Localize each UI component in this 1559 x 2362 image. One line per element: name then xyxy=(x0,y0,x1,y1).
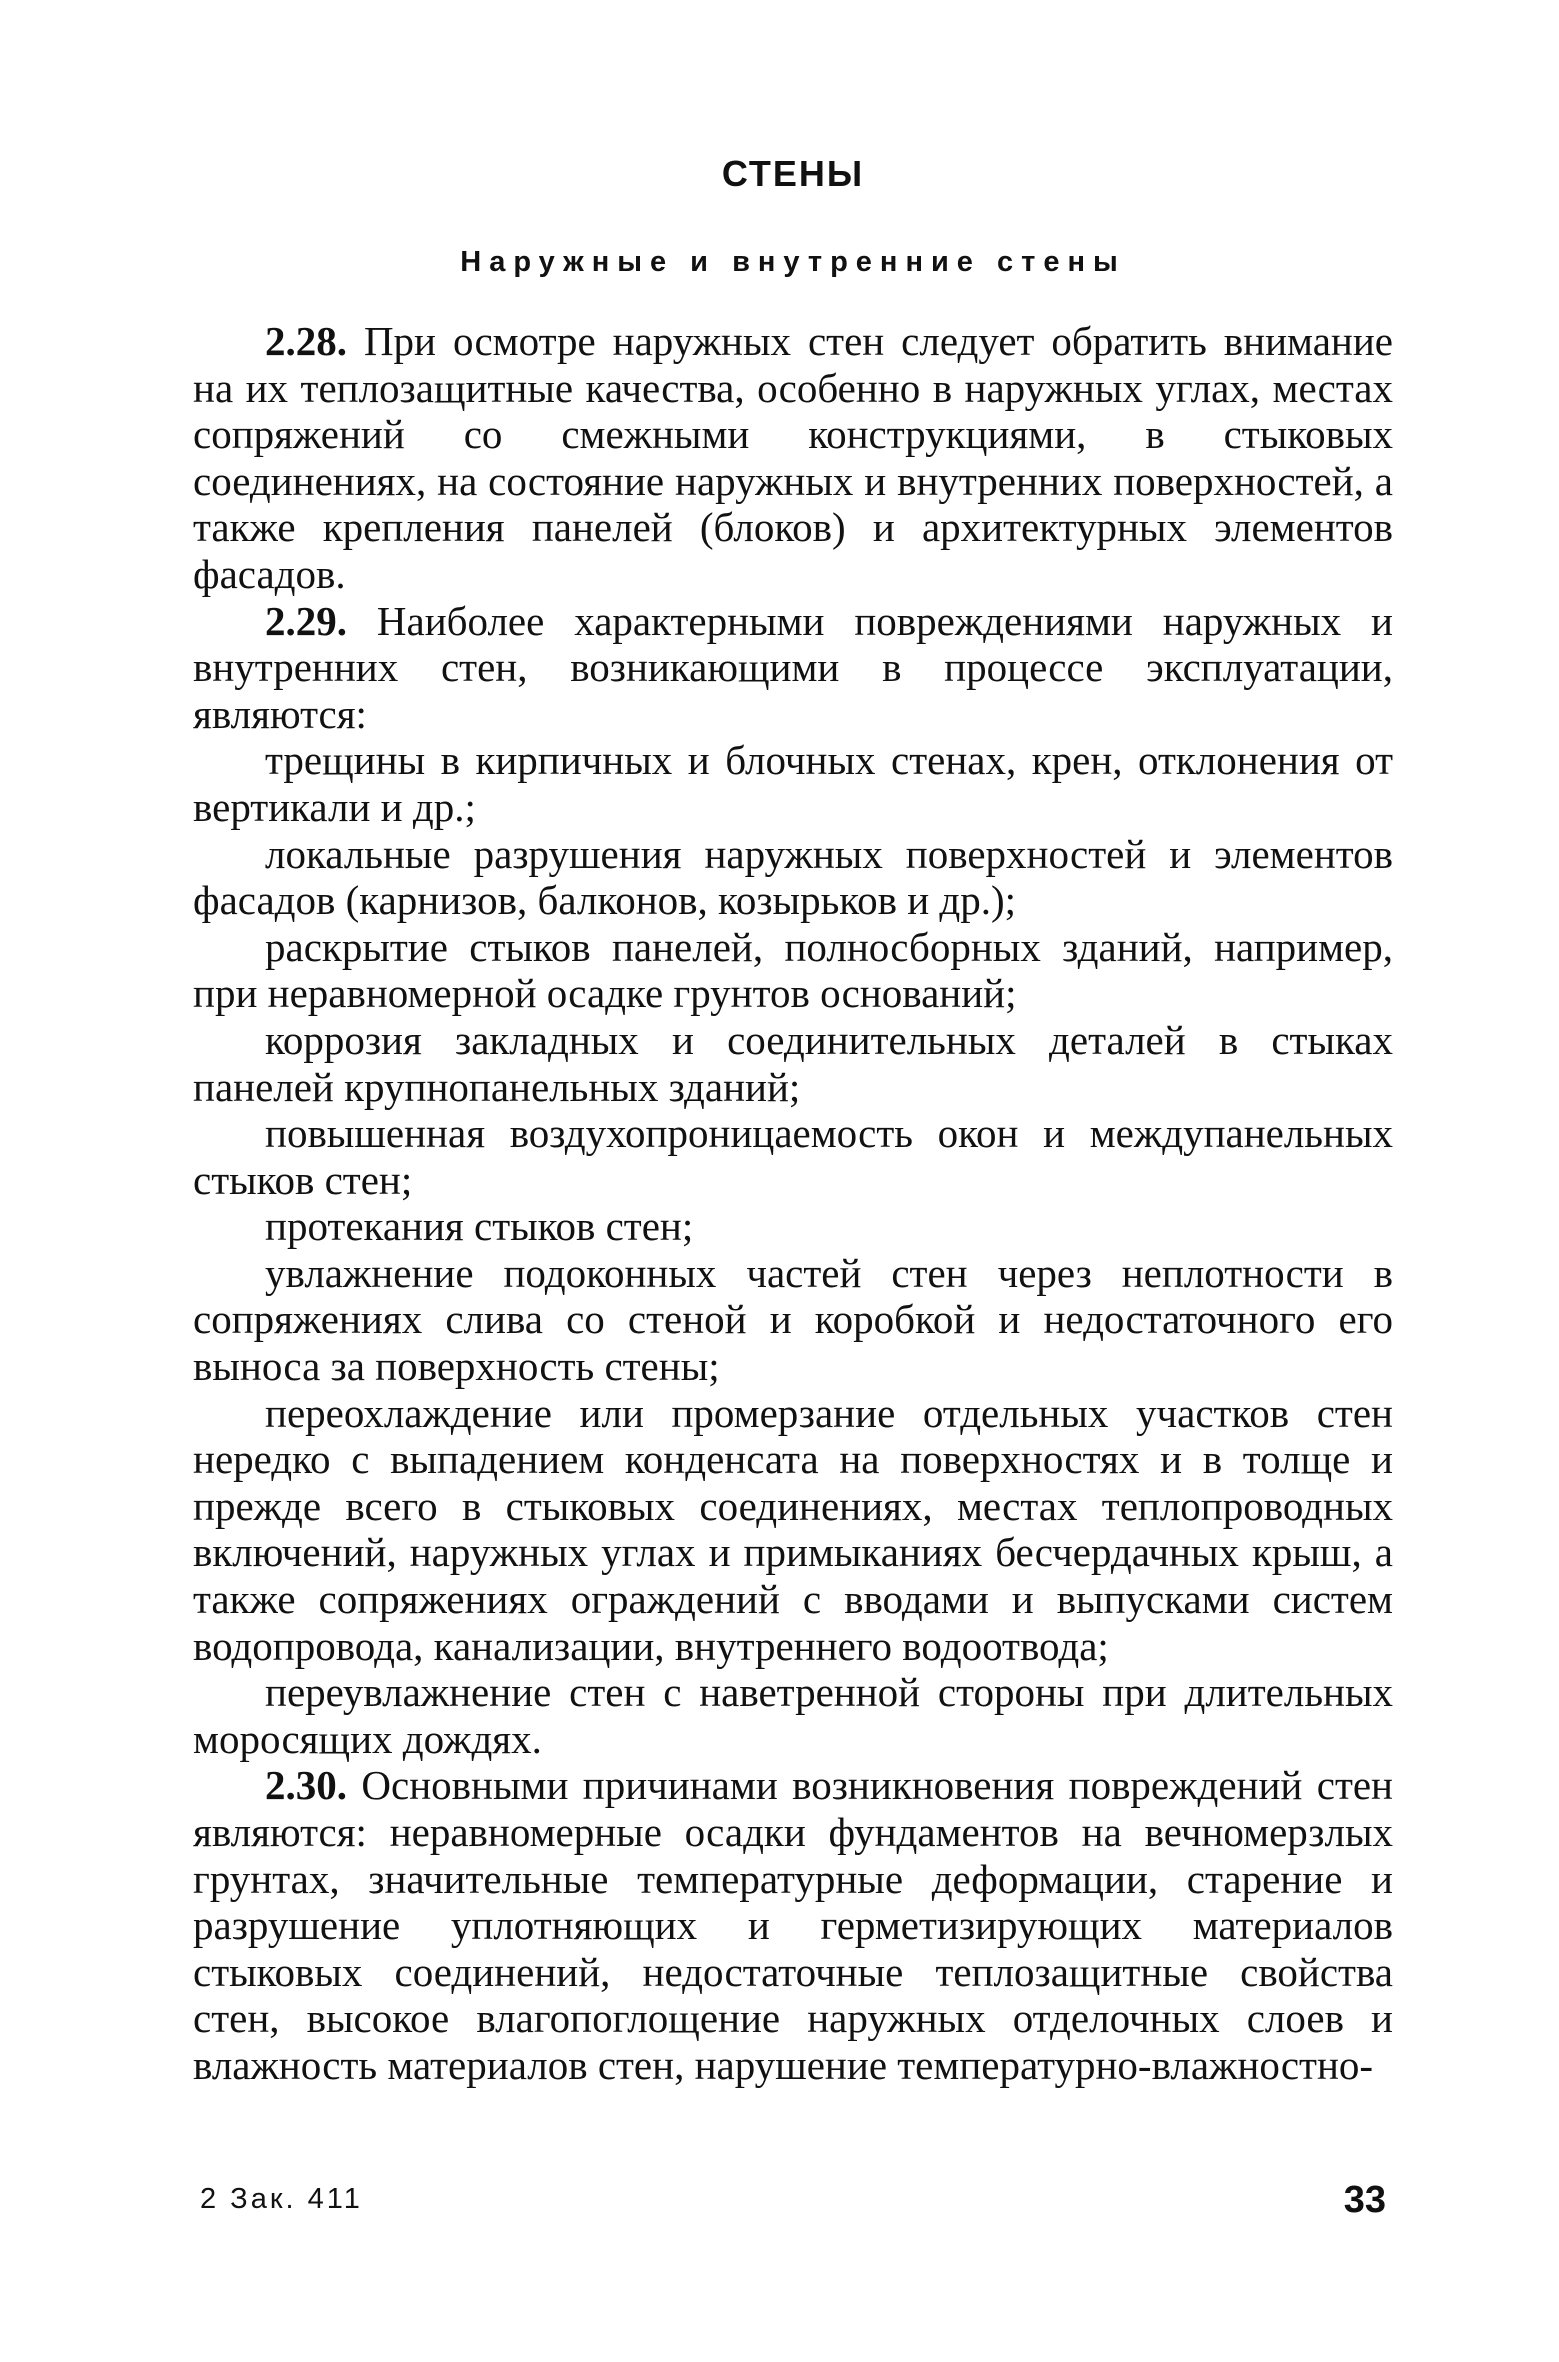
damage-item-cracks: трещины в кирпичных и блочных стенах, крен, отклонения от вертикали и др.; xyxy=(193,737,1393,830)
paragraph-number: 2.28. xyxy=(265,318,347,364)
damage-item-overwetting: переувлажнение стен с наветренной стороны при длительных моросящих дождях. xyxy=(193,1669,1393,1762)
paragraph-text: Основными причинами возникновения повреждений стен являются: неравномерные осадки фундаментов на вечномерзлых грунтах, значительные температурные деформации, старение и разрушение уплотняющих и герметизирующих материалов стыковых соединений, недостаточные теплозащитные свойства стен, высокое влагопоглощение наружных отделочных слоев и влажность материалов стен, нарушение температурно-влажностно- xyxy=(193,1762,1393,2088)
page-number: 33 xyxy=(1343,2179,1386,2221)
paragraph-text: Наиболее характерными повреждениями наружных и внутренних стен, возникающими в процессе эксплуатации, являются: xyxy=(193,597,1393,737)
section-title: СТЕНЫ xyxy=(721,153,865,194)
paragraph-2-30 xyxy=(193,1762,1393,2088)
damage-item-joint-opening: раскрытие стыков панелей, полносборных зданий, например, при неравномерной осадке грунтов оснований; xyxy=(193,923,1393,1017)
paragraph-number: 2.30. xyxy=(265,1762,347,1809)
subsection-title: Наружные и внутренние стены xyxy=(460,246,1126,278)
damage-item-freezing: переохлаждение или промерзание отдельных участков стен нередко с выпадением конденсата на поверхностях и в толще и прежде всего в стыковых соединениях, местах теплопроводных включений, наружных углах и примыканиях бесчердачных крыш, а также сопряжениях ограждений с вводами и выпусками систем водопровода, канализации, внутреннего водоотвода; xyxy=(193,1389,1393,1669)
paragraph-2-28 xyxy=(193,318,1393,598)
printing-signature: 2 Зак. 411 xyxy=(200,2183,363,2215)
paragraph-number: 2.29. xyxy=(265,597,347,644)
damage-item-joint-leaks: протекания стыков стен; xyxy=(265,1203,694,1250)
page-content xyxy=(193,150,1393,2089)
damage-item-corrosion: коррозия закладных и соединительных деталей в стыках панелей крупнопанельных зданий; xyxy=(193,1016,1393,1110)
damage-item-sill-wetting: увлажнение подоконных частей стен через неплотности в сопряжениях слива со стеной и коробкой и недостаточного его выноса за поверхность стены; xyxy=(193,1249,1393,1390)
body-text xyxy=(193,318,1393,2089)
paragraph-2-29 xyxy=(193,598,1393,738)
damage-item-air-permeability: повышенная воздухопроницаемость окон и междупанельных стыков стен; xyxy=(193,1110,1393,1203)
paragraph-text: При осмотре наружных стен следует обратить внимание на их теплозащитные качества, особенно в наружных углах, местах сопряжений со смежными конструкциями, в стыковых соединениях, на состояние наружных и внутренних поверхностей, а также крепления панелей (блоков) и архитектурных элементов фасадов. xyxy=(193,318,1393,597)
page-footer xyxy=(200,2179,1386,2233)
damage-item-local-destruction: локальные разрушения наружных поверхностей и элементов фасадов (карнизов, балконов, козырьков и др.); xyxy=(193,830,1393,924)
